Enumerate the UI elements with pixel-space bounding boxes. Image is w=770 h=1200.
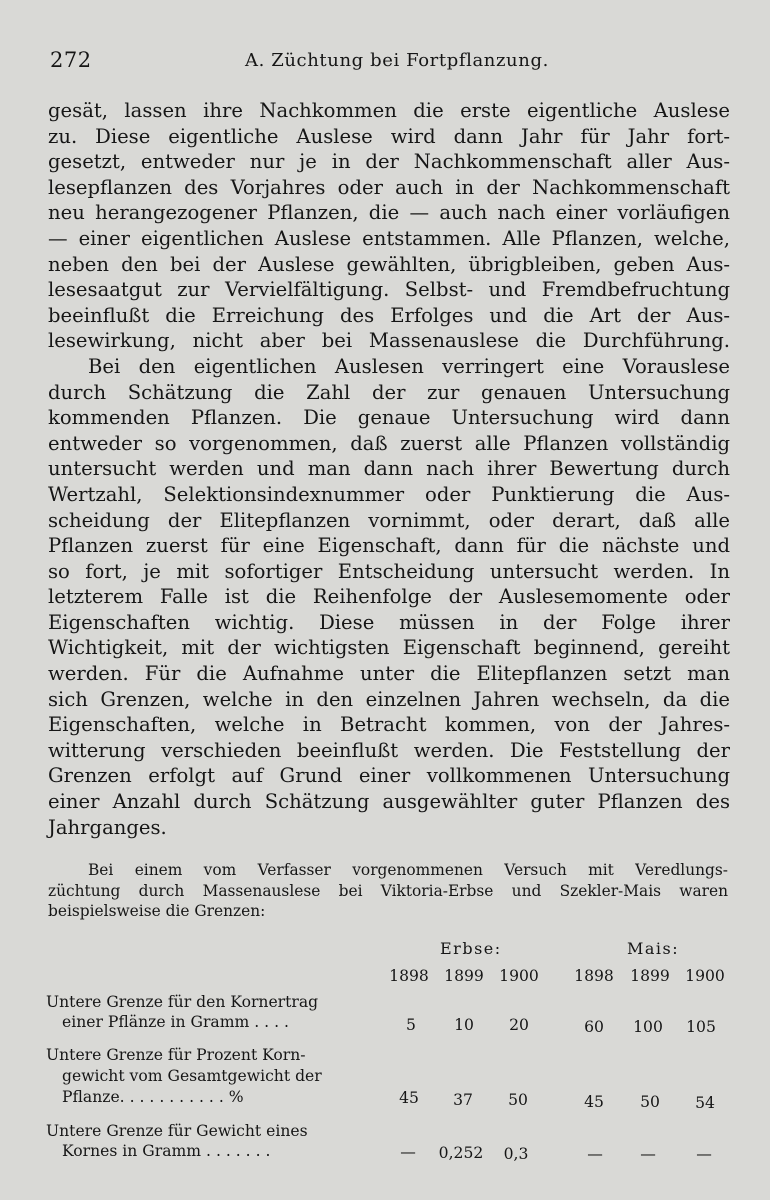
year-header: 1900	[499, 967, 539, 985]
text-line: scheidung der Elitepflanzen vornimmt, oder derart, daß alle	[48, 508, 730, 532]
row-label-line: Pflanze. . . . . . . . . . . %	[62, 1088, 244, 1106]
text-line: lesewirkung, nicht aber bei Massenauslese die Durchführung.	[48, 329, 730, 353]
text-line: beeinflußt die Erreichung des Erfolges und die Art der Aus-	[48, 303, 730, 327]
table-cell: 45	[399, 1089, 419, 1107]
page-number: 272	[50, 48, 92, 72]
row-label-line: einer Pflänze in Gramm . . . .	[62, 1013, 289, 1031]
table-cell: 20	[509, 1016, 529, 1034]
table-cell: 50	[640, 1093, 660, 1111]
text-line: Jahrganges.	[48, 815, 167, 839]
text-line: lesesaatgut zur Vervielfältigung. Selbst- und Fremdbefruchtung	[48, 278, 730, 302]
row-label-line: gewicht vom Gesamtgewicht der	[62, 1067, 322, 1085]
text-line: Eigenschaften, welche in Betracht kommen, von der Jahres-	[48, 713, 730, 737]
table-cell: —	[587, 1145, 603, 1163]
text-line: Eigenschaften wichtig. Diese müssen in der Folge ihrer	[48, 610, 730, 634]
table-cell: —	[696, 1145, 712, 1163]
text-line: Wertzahl, Selektionsindexnummer oder Punktierung die Aus-	[48, 482, 730, 506]
text-line: durch Schätzung die Zahl der zur genauen Untersuchung	[48, 380, 730, 404]
year-header: 1900	[685, 967, 725, 985]
text-line: einer Anzahl durch Schätzung ausgewählter guter Pflanzen des	[48, 790, 730, 814]
note-line: züchtung durch Massenauslese bei Viktoria-Erbse und Szekler-Mais waren	[48, 881, 728, 900]
running-head: A. Züchtung bei Fortpflanzung.	[245, 50, 549, 71]
text-line: — einer eigentlichen Auslese entstammen. Alle Pflanzen, welche,	[48, 226, 730, 250]
year-header: 1899	[630, 967, 670, 985]
year-header: 1898	[389, 967, 429, 985]
text-line: untersucht werden und man dann nach ihrer Bewertung durch	[48, 457, 730, 481]
row-label-line: Untere Grenze für Gewicht eines	[46, 1122, 308, 1140]
table-cell: 50	[508, 1091, 528, 1109]
table-cell: 0,3	[503, 1145, 529, 1163]
text-line: sich Grenzen, welche in den einzelnen Jahren wechseln, da die	[48, 687, 730, 711]
text-line: Bei den eigentlichen Auslesen verringert eine Vorauslese	[88, 354, 730, 378]
table-cell: —	[400, 1143, 416, 1161]
text-line: neu herangezogener Pflanzen, die — auch nach einer vorläufigen	[48, 201, 730, 225]
table-cell: 10	[454, 1016, 474, 1034]
text-line: werden. Für die Aufnahme unter die Elitepflanzen setzt man	[48, 662, 730, 686]
text-line: lesepflanzen des Vorjahres oder auch in der Nachkommenschaft	[48, 175, 730, 199]
note-line: Bei einem vom Verfasser vorgenommenen Versuch mit Veredlungs-	[88, 861, 728, 879]
table-cell: 100	[633, 1018, 663, 1036]
text-line: gesetzt, entweder nur je in der Nachkommenschaft aller Aus-	[48, 150, 730, 174]
text-line: gesät, lassen ihre Nachkommen die erste eigentliche Auslese	[48, 99, 730, 122]
text-line: Grenzen erfolgt auf Grund einer vollkommenen Untersuchung	[48, 764, 730, 788]
text-line: entweder so vorgenommen, daß zuerst alle Pflanzen vollständig	[48, 431, 730, 455]
table-cell: 37	[453, 1091, 473, 1109]
text-line: zu. Diese eigentliche Auslese wird dann Jahr für Jahr fort-	[48, 124, 730, 148]
table-cell: 54	[695, 1094, 715, 1112]
row-label-line: Untere Grenze für den Kornertrag	[46, 993, 319, 1011]
row-label-line: Untere Grenze für Prozent Korn-	[46, 1046, 306, 1064]
group-header-erbse: Erbse:	[440, 939, 502, 958]
year-header: 1898	[574, 967, 614, 985]
text-line: Pflanzen zuerst für eine Eigenschaft, dann für die nächste und	[48, 534, 730, 558]
text-line: witterung verschieden beeinflußt werden. Die Feststellung der	[48, 738, 730, 762]
note-line: beispielsweise die Grenzen:	[48, 902, 266, 920]
table-cell: 45	[584, 1093, 604, 1111]
table-cell: 5	[406, 1016, 416, 1034]
text-line: Wichtigkeit, mit der wichtigsten Eigenschaft beginnend, gereiht	[48, 636, 730, 660]
text-line: letzterem Falle ist die Reihenfolge der Auslesemomente oder	[48, 585, 730, 609]
group-header-mais: Mais:	[627, 939, 680, 958]
table-cell: 105	[686, 1018, 716, 1036]
row-label-line: Kornes in Gramm . . . . . . .	[62, 1142, 271, 1160]
table-cell: —	[640, 1145, 656, 1163]
text-line: neben den bei der Auslese gewählten, übrigbleiben, geben Aus-	[48, 252, 730, 276]
year-header: 1899	[444, 967, 484, 985]
table-cell: 0,252	[438, 1144, 484, 1162]
text-line: so fort, je mit sofortiger Entscheidung untersucht werden. In	[48, 559, 730, 583]
table-cell: 60	[584, 1018, 604, 1036]
text-line: kommenden Pflanzen. Die genaue Untersuchung wird dann	[48, 406, 730, 430]
